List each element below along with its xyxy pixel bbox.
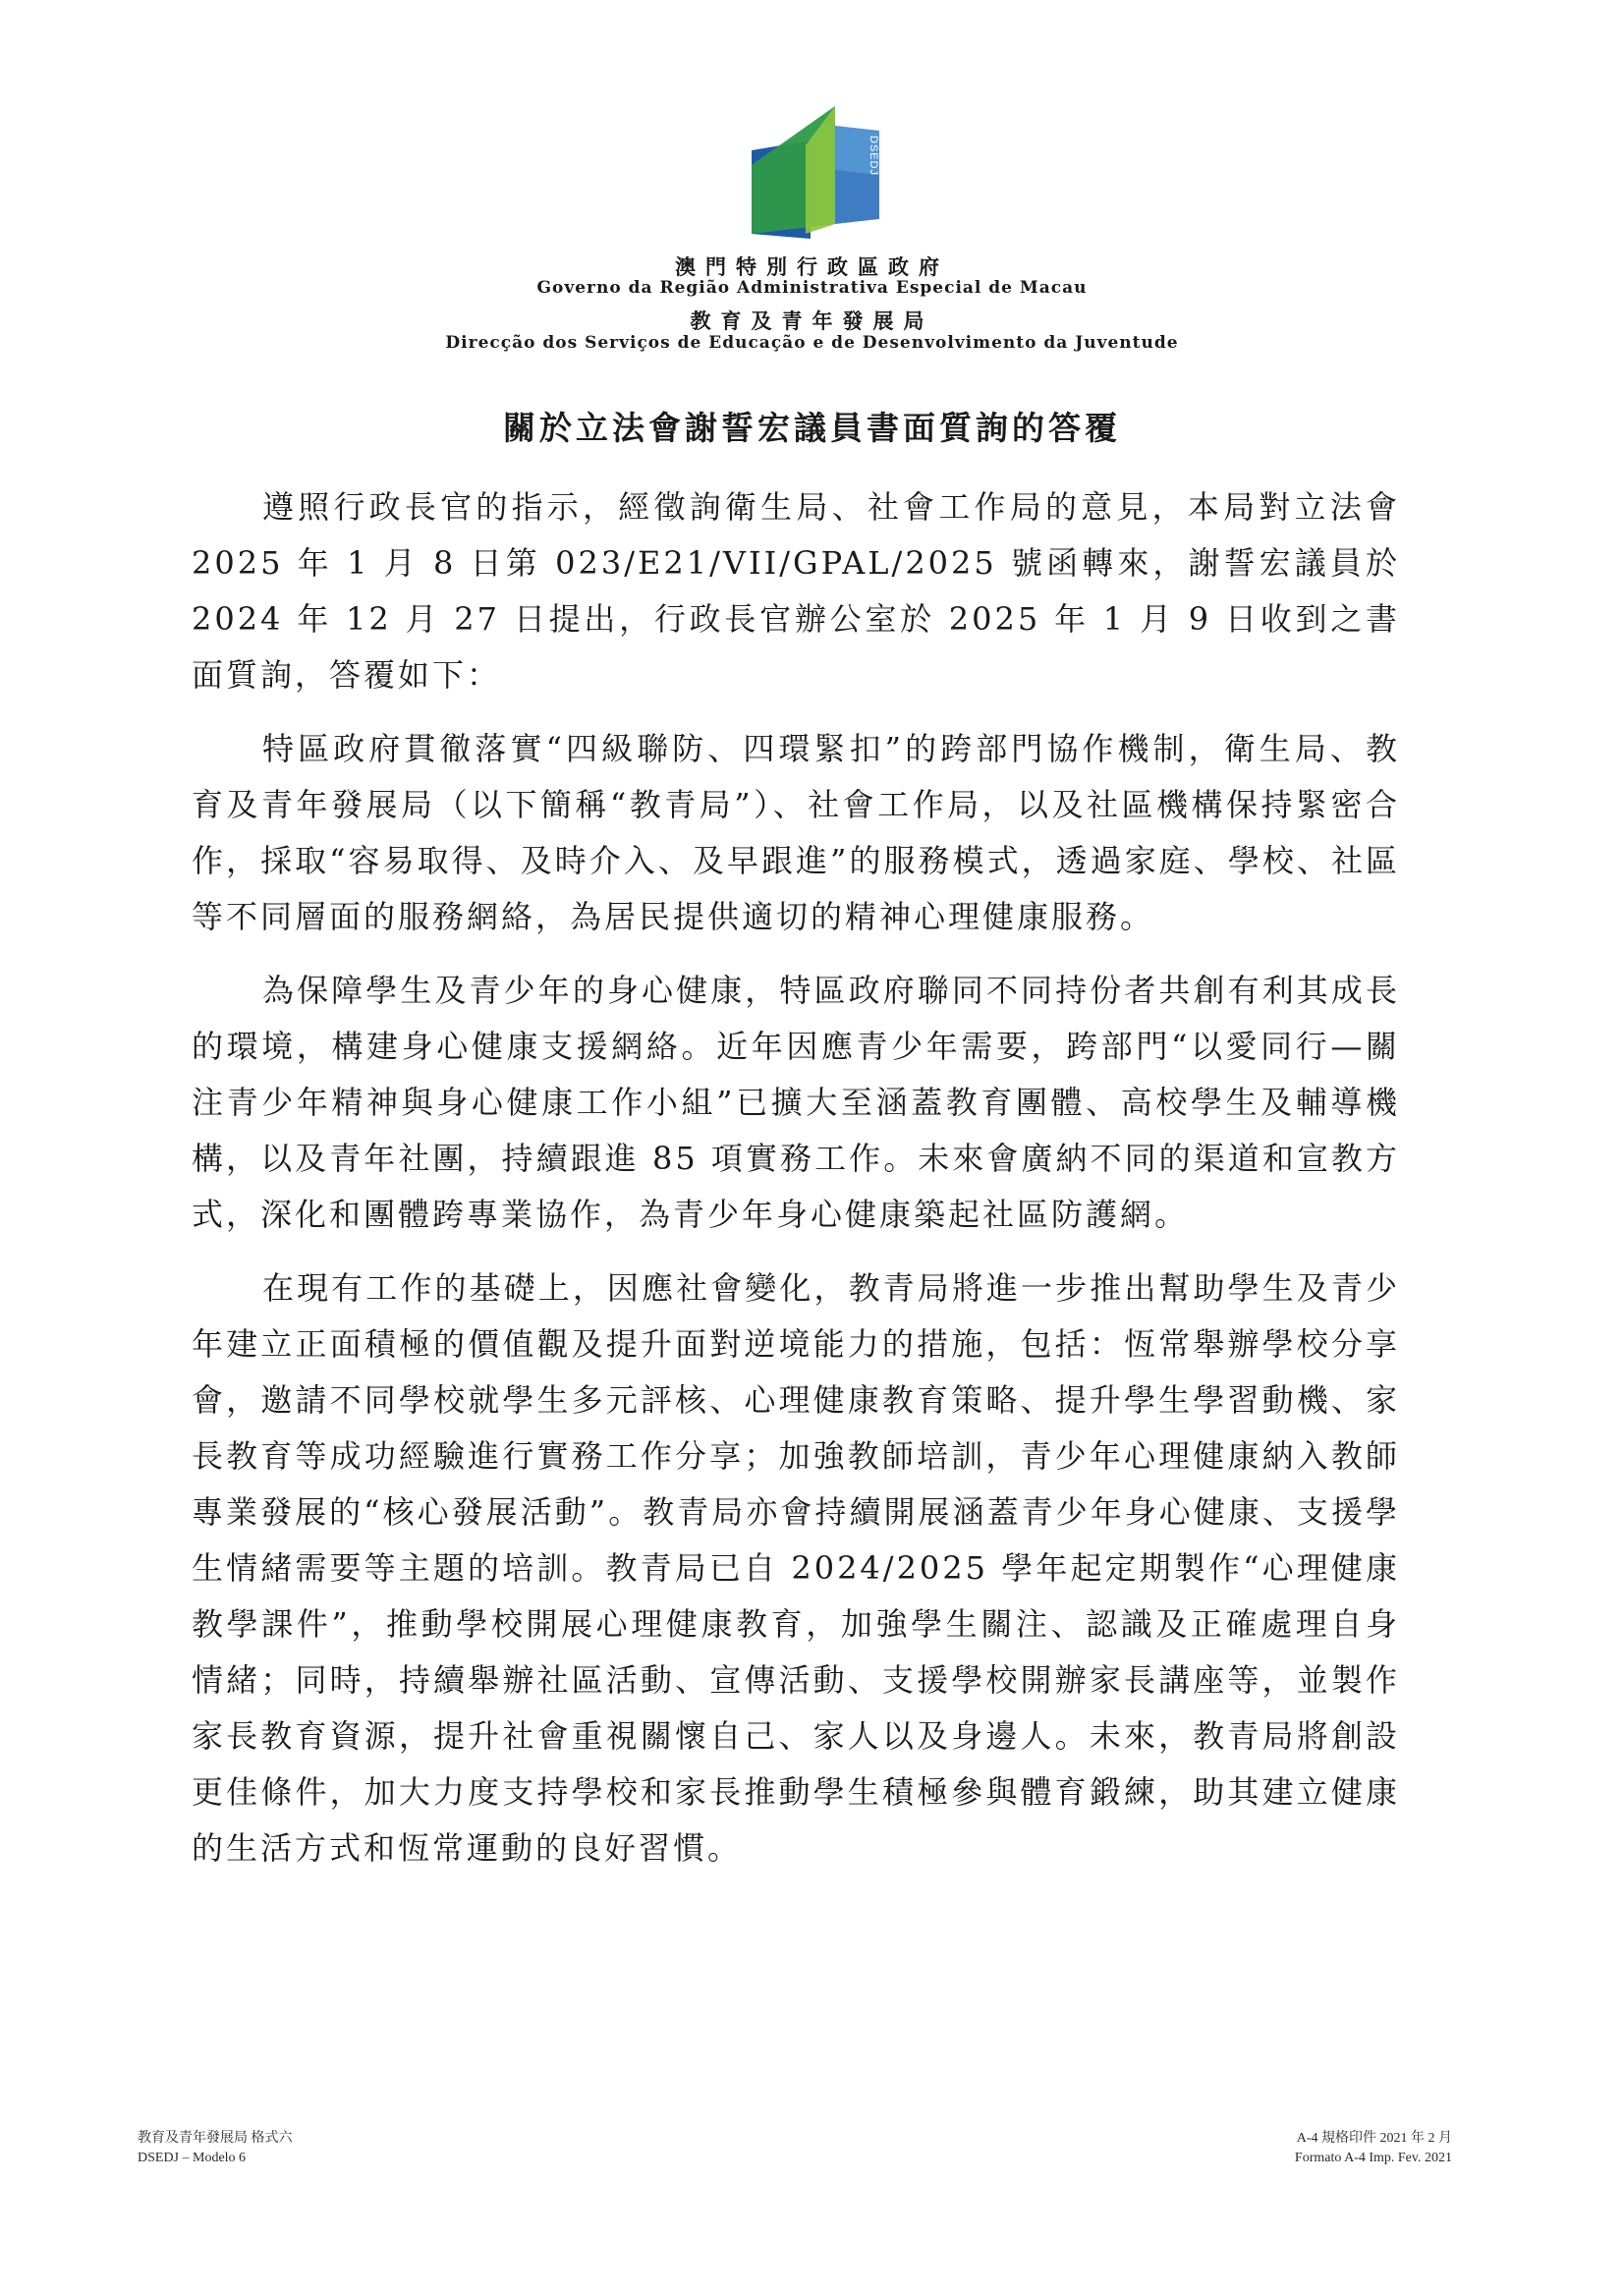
footer-right-line-1: A-4 規格印件 2021 年 2 月 (1296, 2131, 1452, 2146)
logo-text: DSEDJ (868, 136, 879, 177)
department-name-portuguese: Direcção dos Serviços de Educação e de Desenvolvimento da Juventude (445, 333, 1179, 353)
footer-print-format (1295, 2129, 1452, 2168)
footer-left-line-1: 教育及青年發展局 格式六 (138, 2131, 293, 2146)
department-name-chinese: 教育及青年發展局 (690, 308, 934, 333)
footer-left-line-2: DSEDJ – Modelo 6 (138, 2151, 247, 2165)
footer-form-code (138, 2129, 293, 2168)
document-title: 關於立法會謝誓宏議員書面質詢的答覆 (503, 409, 1121, 447)
document-body (192, 479, 1400, 1894)
government-name-portuguese: Governo da Região Administrativa Especial de Macau (536, 278, 1088, 298)
paragraph-3: 為保障學生及青少年的身心健康，特區政府聯同不同持份者共創有利其成長的環境，構建身心健康支援網絡。近年因應青少年需要，跨部門“以愛同行—關注青少年精神與身心健康工作小組”已擴大至涵蓋教育團體、高校學生及輔導機構，以及青年社團，持續跟進 85 項實務工作。未來會廣納不同的渠道和宣教方式，深化和團體跨專業協作，為青少年身心健康築起社區防護網。 (192, 972, 1400, 1233)
dsedj-logo-icon (752, 106, 894, 239)
paragraph-4: 在現有工作的基礎上，因應社會變化，教青局將進一步推出幫助學生及青少年建立正面積極的價值觀及提升面對逆境能力的措施，包括：恆常舉辦學校分享會，邀請不同學校就學生多元評核、心理健康教育策略、提升學生學習動機、家長教育等成功經驗進行實務工作分享；加強教師培訓，青少年心理健康納入教師專業發展的“核心發展活動”。教青局亦會持續開展涵蓋青少年身心健康、支援學生情緒需要等主題的培訓。教青局已自 2024/2025 學年起定期製作“心理健康教學課件”，推動學校開展心理健康教育，加強學生關注、認識及正確處理自身情緒；同時，持續舉辦社區活動、宣傳活動、支援學校開辦家長講座等，並製作家長教育資源，提升社會重視關懷自己、家人以及身邊人。未來，教青局將創設更佳條件，加大力度支持學校和家長推動學生積極參與體育鍛練，助其建立健康的生活方式和恆常運動的良好習慣。 (192, 1269, 1400, 1867)
government-name-chinese: 澳門特別行政區政府 (675, 254, 949, 279)
footer-right-line-2: Formato A-4 Imp. Fev. 2021 (1294, 2151, 1452, 2165)
paragraph-2: 特區政府貫徹落實“四級聯防、四環緊扣”的跨部門協作機制，衛生局、教育及青年發展局（以下簡稱“教青局”）、社會工作局，以及社區機構保持緊密合作，採取“容易取得、及時介入、及早跟進”的服務模式，透過家庭、學校、社區等不同層面的服務網絡，為居民提供適切的精神心理健康服務。 (192, 730, 1400, 935)
paragraph-1: 遵照行政長官的指示，經徵詢衛生局、社會工作局的意見，本局對立法會 2025 年 1 月 8 日第 023/E21/VII/GPAL/2025 號函轉來，謝誓宏議員於 2024 年 12 月 27 日提出，行政長官辦公室於 2025 年 1 月 9 日收到之書面質詢，答覆如下： (192, 488, 1400, 694)
